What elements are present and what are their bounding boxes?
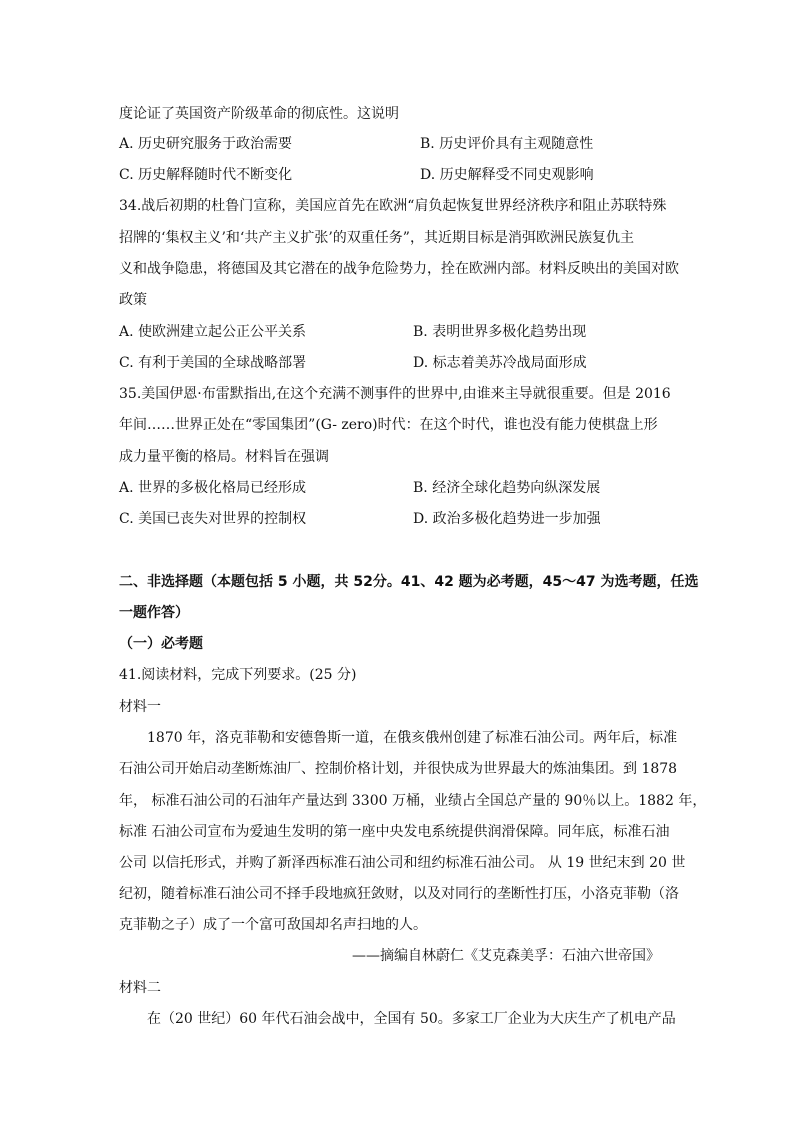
q34-line: 义和战争隐患，将德国及其它潜在的战争危险势力，拴在欧洲内部。材料反映出的美国对欧 bbox=[119, 261, 679, 277]
continued-question-text: 度论证了英国资产阶级革命的彻底性。这说明 bbox=[119, 106, 399, 122]
q34-option-d: D. 标志着美苏冷战局面形成 bbox=[413, 355, 587, 371]
q41-prompt: 41.阅读材料，完成下列要求。(25 分) bbox=[119, 667, 357, 683]
section-heading: 一题作答） bbox=[119, 605, 189, 621]
material1-line: 公司 以信托形式，并购了新泽西标准石油公司和纽约标准石油公司。 从 19 世纪末到 20 世 bbox=[119, 855, 686, 871]
material1-line: 克菲勒之子）成了一个富可敌国却名声扫地的人。 bbox=[119, 917, 427, 933]
material1-line: 年， 标准石油公司的石油年产量达到 3300 万桶，业绩占全国总产量的 90％以上。1882 年， bbox=[119, 793, 707, 809]
q35-option-d: D. 政治多极化趋势进一步加强 bbox=[413, 511, 601, 527]
q33-option-d: D. 历史解释受不同史观影响 bbox=[420, 167, 594, 183]
q34-option-b: B. 表明世界多极化趋势出现 bbox=[413, 324, 587, 340]
q33-option-b: B. 历史评价具有主观随意性 bbox=[420, 136, 594, 152]
q35-option-c: C. 美国已丧失对世界的控制权 bbox=[119, 511, 307, 527]
material2-label: 材料二 bbox=[119, 980, 161, 996]
material1-source: ——摘编自林蔚仁《艾克森美孚：石油六世帝国》 bbox=[352, 948, 660, 964]
q35-line: 年间……世界正处在“零国集团”(G- zero)时代：在这个时代，谁也没有能力使棋盘上形 bbox=[119, 417, 658, 433]
material1-line: 石油公司开始启动垄断炼油厂、控制价格计划，并很快成为世界最大的炼油集团。到 1878 bbox=[119, 761, 678, 777]
q35-option-a: A. 世界的多极化格局已经形成 bbox=[119, 480, 307, 496]
q34-line: 招牌的‘集权主义’和‘共产主义扩张’的双重任务”，其近期目标是消弭欧洲民族复仇主 bbox=[119, 230, 634, 246]
q34-option-c: C. 有利于美国的全球战略部署 bbox=[119, 355, 307, 371]
material1-line: 纪初，随着标准石油公司不择手段地疯狂敛财，以及对同行的垄断性打压，小洛克菲勒（洛 bbox=[119, 886, 679, 902]
q34-line: 34.战后初期的杜鲁门宣称，美国应首先在欧洲“肩负起恢复世界经济秩序和阻止苏联特殊 bbox=[119, 198, 667, 214]
q35-option-b: B. 经济全球化趋势向纵深发展 bbox=[413, 480, 601, 496]
material1-label: 材料一 bbox=[119, 699, 161, 715]
sub-heading: （一）必考题 bbox=[119, 636, 203, 652]
material1-line: 标准 石油公司宣布为爱迪生发明的第一座中央发电系统提供润滑保障。同年底，标准石油 bbox=[119, 824, 670, 840]
q34-line: 政策 bbox=[119, 292, 147, 308]
q33-option-a: A. 历史研究服务于政治需要 bbox=[119, 136, 293, 152]
material1-line: 1870 年，洛克菲勒和安德鲁斯一道，在俄亥俄州创建了标准石油公司。两年后，标准 bbox=[147, 730, 678, 746]
q34-option-a: A. 使欧洲建立起公正公平关系 bbox=[119, 324, 307, 340]
q35-line: 成力量平衡的格局。材料旨在强调 bbox=[119, 449, 329, 465]
q33-option-c: C. 历史解释随时代不断变化 bbox=[119, 167, 293, 183]
q35-line: 35.美国伊恩·布雷默指出,在这个充满不测事件的世界中,由谁来主导就很重要。但是 2016 bbox=[119, 386, 671, 402]
section-heading: 二、非选择题（本题包括 5 小题，共 52分。41、42 题为必考题，45～47 为选考题，任选 bbox=[119, 574, 699, 590]
material2-line: 在（20 世纪）60 年代石油会战中，全国有 50。多家工厂企业为大庆生产了机电产品 bbox=[147, 1011, 676, 1027]
